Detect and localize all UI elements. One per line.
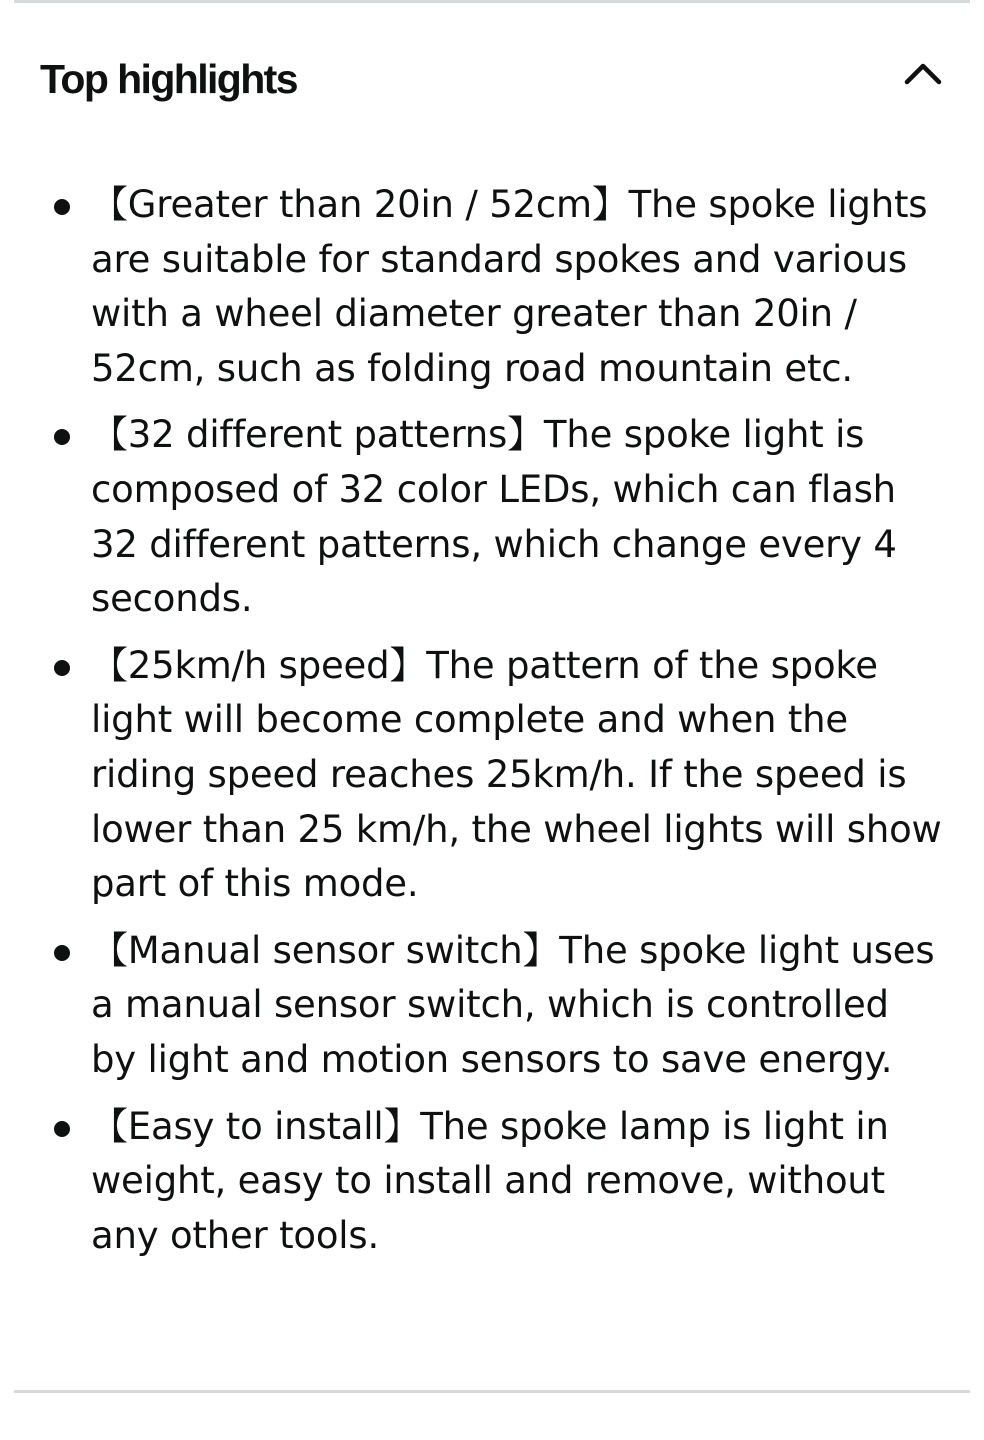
highlight-item <box>0 924 984 1088</box>
highlight-text: 【Easy to install】The spoke lamp is light in weight, easy to install and remove, without any other tools. <box>91 1104 889 1257</box>
highlight-text: 【25km/h speed】The pattern of the spoke light will become complete and when the riding speed reaches 25km/h. If the speed is lower than 25 km/h, the wheel lights will show part of this mode. <box>91 643 942 906</box>
highlight-text: 【32 different patterns】The spoke light is composed of 32 color LEDs, which can flash 32 different patterns, which change every 4 seconds. <box>91 413 897 621</box>
bullet-icon <box>54 1121 70 1137</box>
highlight-item <box>0 178 984 396</box>
bullet-icon <box>54 429 70 445</box>
top-highlights-header[interactable] <box>40 40 944 120</box>
highlight-text: 【Greater than 20in / 52cm】The spoke lights are suitable for standard spokes and various with a wheel diameter greater than 20in / 52cm, such as folding road mountain etc. <box>91 183 928 390</box>
highlight-item <box>0 408 984 626</box>
bullet-icon <box>54 660 70 676</box>
top-divider <box>14 0 970 3</box>
highlights-list <box>0 178 984 1275</box>
highlight-item <box>0 639 984 912</box>
bullet-icon <box>54 945 70 961</box>
section-title: Top highlights <box>40 56 297 102</box>
bottom-divider <box>14 1390 970 1393</box>
highlight-text: 【Manual sensor switch】The spoke light uses a manual sensor switch, which is controlled by light and motion sensors to save energy. <box>91 928 935 1081</box>
chevron-up-icon[interactable] <box>902 56 944 90</box>
bullet-icon <box>54 199 70 215</box>
highlight-item <box>0 1100 984 1264</box>
